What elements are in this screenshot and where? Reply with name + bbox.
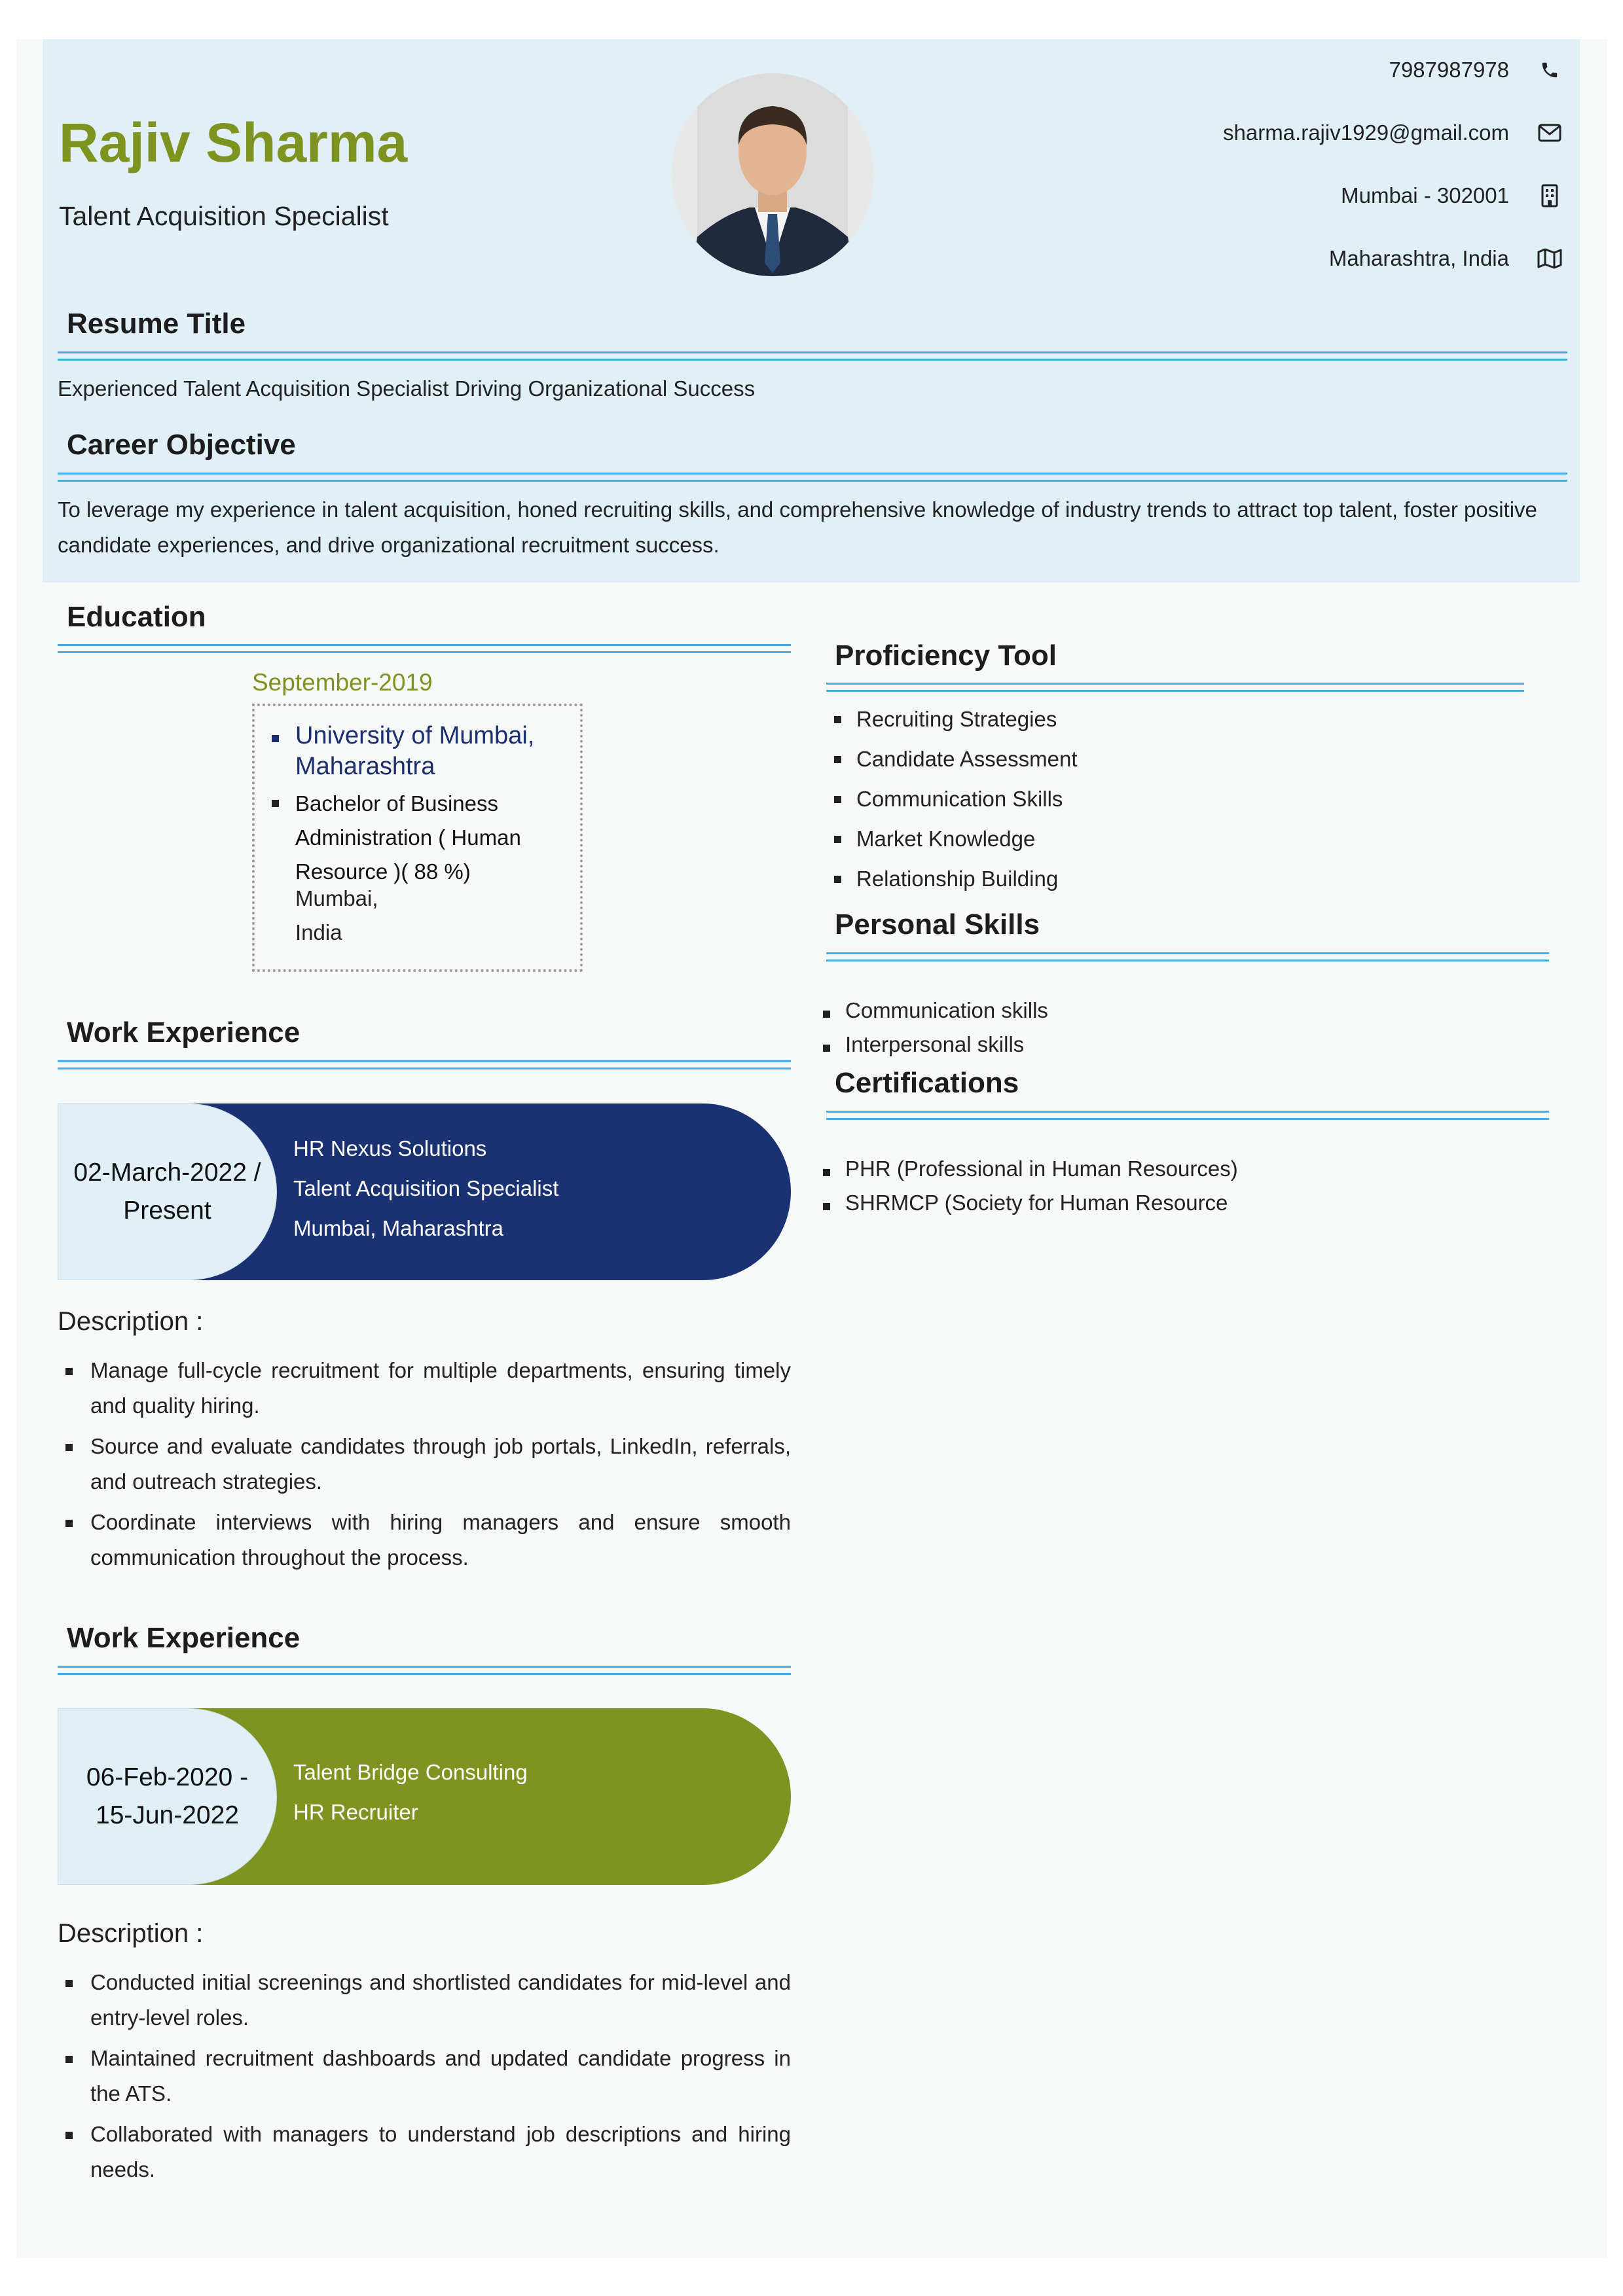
job-date-end: 15-Jun-2022 <box>96 1801 239 1829</box>
bullet-marker <box>272 735 279 742</box>
education-university: University of Mumbai, Maharashtra <box>295 722 535 780</box>
job-location: Mumbai, Maharashtra <box>293 1216 503 1240</box>
work-experience-heading: Work Experience <box>67 1016 301 1049</box>
education-country: India <box>295 920 342 944</box>
description-heading: Description : <box>58 1919 204 1948</box>
education-city: Mumbai, <box>295 886 378 910</box>
work-experience-heading: Work Experience <box>67 1622 301 1654</box>
list-item: Communication skills <box>820 994 1048 1028</box>
list-item: Source and evaluate candidates through job portals, LinkedIn, referrals, and outreach strategies. <box>58 1429 791 1499</box>
job-description-list <box>58 1965 791 2193</box>
contact-email <box>1223 117 1563 149</box>
job-date <box>58 1708 277 1885</box>
list-item: Candidate Assessment <box>831 739 1078 779</box>
personal-skills-list <box>820 994 1048 1062</box>
envelope-icon <box>1537 120 1563 146</box>
list-item: Market Knowledge <box>831 819 1078 859</box>
job-description-list <box>58 1353 791 1581</box>
list-item: Relationship Building <box>831 859 1078 899</box>
proficiency-heading: Proficiency Tool <box>835 639 1057 672</box>
phone-icon <box>1537 57 1563 83</box>
job-company: HR Nexus Solutions <box>293 1136 487 1160</box>
career-objective-text: To leverage my experience in talent acquisition, honed recruiting skills, and comprehensive knowledge of industry trends to attract top talent, foster positive candidate experiences, and drive organizational recruitment success. <box>58 497 1537 557</box>
list-item: Collaborated with managers to understand job descriptions and hiring needs. <box>58 2117 791 2187</box>
resume-title-text: Experienced Talent Acquisition Specialist Driving Organizational Success <box>58 376 756 401</box>
job-date-start: 06-Feb-2020 - <box>86 1763 249 1791</box>
list-item: PHR (Professional in Human Resources) <box>820 1152 1238 1186</box>
list-item: Conducted initial screenings and shortlisted candidates for mid-level and entry-level roles. <box>58 1965 791 2036</box>
section-divider <box>826 952 1549 961</box>
education-location <box>295 882 378 950</box>
list-item: Communication Skills <box>831 779 1078 819</box>
section-divider <box>58 473 1567 482</box>
section-divider <box>58 1666 791 1675</box>
map-icon <box>1537 245 1563 272</box>
resume-title-heading: Resume Title <box>67 308 246 340</box>
contact-phone <box>1389 54 1563 86</box>
contact-state <box>1329 242 1563 275</box>
job-card-1 <box>58 1103 791 1280</box>
section-divider <box>58 351 1567 361</box>
list-item: Maintained recruitment dashboards and updated candidate progress in the ATS. <box>58 2041 791 2111</box>
phone-text: 7987987978 <box>1389 58 1509 82</box>
list-item: Manage full-cycle recruitment for multiple departments, ensuring timely and quality hiring. <box>58 1353 791 1424</box>
profile-photo <box>671 73 874 276</box>
career-objective-heading: Career Objective <box>67 429 296 461</box>
personal-skills-heading: Personal Skills <box>835 908 1040 941</box>
job-card-2 <box>58 1708 791 1885</box>
education-degree: Bachelor of Business Administration ( Human Resource )( 88 %) <box>295 791 521 884</box>
job-title: HR Recruiter <box>293 1800 418 1824</box>
education-heading: Education <box>67 601 206 633</box>
section-divider <box>58 644 791 653</box>
email-text: sharma.rajiv1929@gmail.com <box>1223 120 1509 145</box>
section-divider <box>826 683 1524 692</box>
list-item: Recruiting Strategies <box>831 699 1078 739</box>
education-card <box>252 704 583 972</box>
state-text: Maharashtra, India <box>1328 246 1509 270</box>
candidate-name: Rajiv Sharma <box>59 112 408 173</box>
list-item: Coordinate interviews with hiring managers and ensure smooth communication throughout the process. <box>58 1505 791 1575</box>
section-divider <box>826 1111 1549 1120</box>
description-heading: Description : <box>58 1307 204 1336</box>
job-date-end: Present <box>123 1196 211 1225</box>
certifications-heading: Certifications <box>835 1067 1019 1099</box>
job-company: Talent Bridge Consulting <box>293 1760 528 1784</box>
list-item: Interpersonal skills <box>820 1028 1048 1062</box>
list-item: SHRMCP (Society for Human Resource <box>820 1186 1238 1220</box>
job-date <box>58 1103 277 1280</box>
contact-city <box>1341 179 1563 212</box>
certifications-list <box>820 1152 1238 1220</box>
candidate-role: Talent Acquisition Specialist <box>59 201 389 231</box>
building-icon <box>1537 183 1563 209</box>
section-divider <box>58 1060 791 1069</box>
proficiency-list <box>831 699 1078 899</box>
job-date-start: 02-March-2022 / <box>73 1158 261 1187</box>
city-text: Mumbai - 302001 <box>1341 183 1509 207</box>
job-title: Talent Acquisition Specialist <box>293 1176 559 1200</box>
bullet-marker <box>272 800 279 807</box>
education-date: September-2019 <box>252 669 433 696</box>
